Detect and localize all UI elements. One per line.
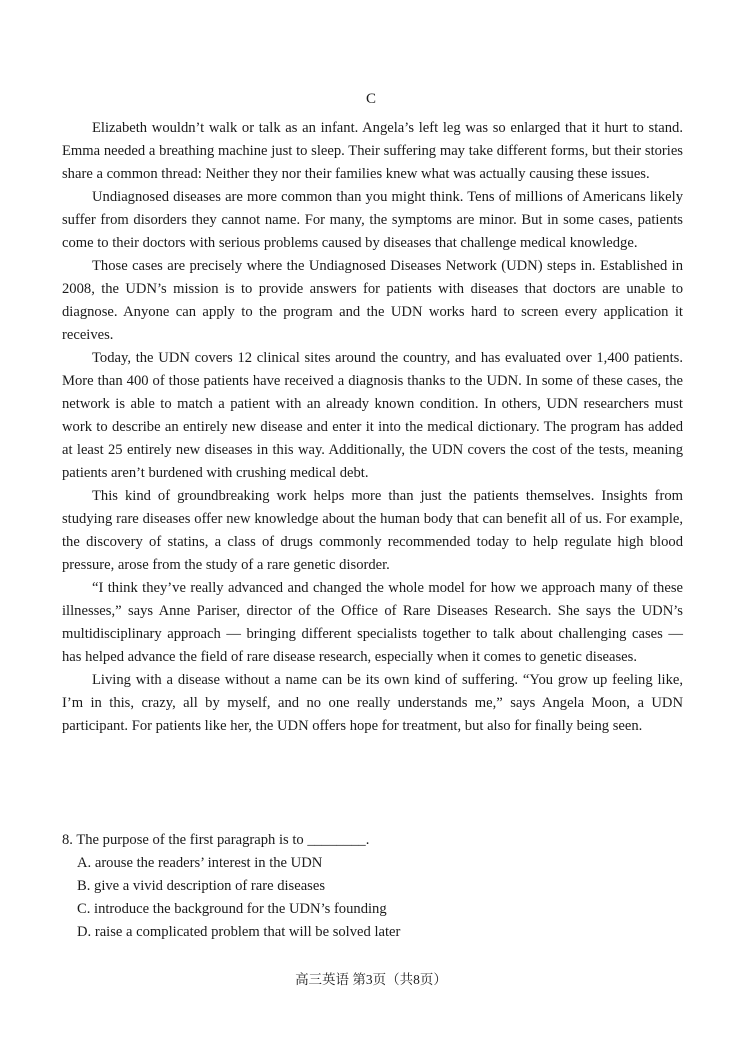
question-8	[62, 829, 683, 944]
question-stem: 8. The purpose of the first paragraph is to ________.	[62, 832, 370, 848]
passage-paragraph-1: Elizabeth wouldn’t walk or talk as an infant. Angela’s left leg was so enlarged that it hurt to stand. Emma needed a breathing machine just to sleep. Their suffering may take different forms, but their stories share a common thread: Neither they nor their families knew what was actually causing these issues.	[62, 120, 683, 182]
option-d: D. raise a complicated problem that will be solved later	[77, 924, 401, 940]
passage-paragraph-2: Undiagnosed diseases are more common than you might think. Tens of millions of Americans likely suffer from disorders they cannot name. For many, the symptoms are minor. But in some cases, patients come to their doctors with serious problems caused by diseases that challenge medical knowledge.	[62, 189, 683, 251]
passage-paragraph-4: Today, the UDN covers 12 clinical sites around the country, and has evaluated over 1,400 patients. More than 400 of those patients have received a diagnosis thanks to the UDN. In some of these cases, the network is able to match a patient with an already known condition. In others, UDN researchers must work to describe an entirely new disease and enter it into the medical dictionary. The program has added at least 25 entirely new diseases in this way. Additionally, the UDN covers the cost of the tests, meaning patients aren’t burdened with crushing medical debt.	[62, 350, 683, 481]
reading-passage	[62, 117, 683, 738]
passage-paragraph-6: “I think they’ve really advanced and changed the whole model for how we approach many of these illnesses,” says Anne Pariser, director of the Office of Rare Diseases Research. She says the UDN’s multidisciplinary approach — bringing different specialists together to talk about challenging cases — has helped advance the field of rare disease research, especially when it comes to genetic diseases.	[62, 580, 683, 665]
page-footer: 高三英语 第3页（共8页）	[295, 972, 447, 987]
option-b: B. give a vivid description of rare diseases	[77, 878, 326, 894]
passage-paragraph-3: Those cases are precisely where the Undiagnosed Diseases Network (UDN) steps in. Established in 2008, the UDN’s mission is to provide answers for patients with diseases that doctors are unable to diagnose. Anyone can apply to the program and the UDN works hard to screen every application it receives.	[62, 258, 683, 343]
passage-paragraph-7: Living with a disease without a name can be its own kind of suffering. “You grow up feeling like, I’m in this, crazy, all by myself, and no one really understands me,” says Angela Moon, a UDN participant. For patients like her, the UDN offers hope for treatment, but also for finally being seen.	[62, 672, 683, 734]
section-letter: C	[365, 91, 376, 107]
option-a: A. arouse the readers’ interest in the UDN	[77, 855, 323, 871]
option-c: C. introduce the background for the UDN’s founding	[77, 901, 387, 917]
passage-paragraph-5: This kind of groundbreaking work helps more than just the patients themselves. Insights from studying rare diseases offer new knowledge about the human body that can benefit all of us. For example, the discovery of statins, a class of drugs commonly recommended today to help regulate high blood pressure, arose from the study of a rare genetic disorder.	[62, 488, 683, 573]
